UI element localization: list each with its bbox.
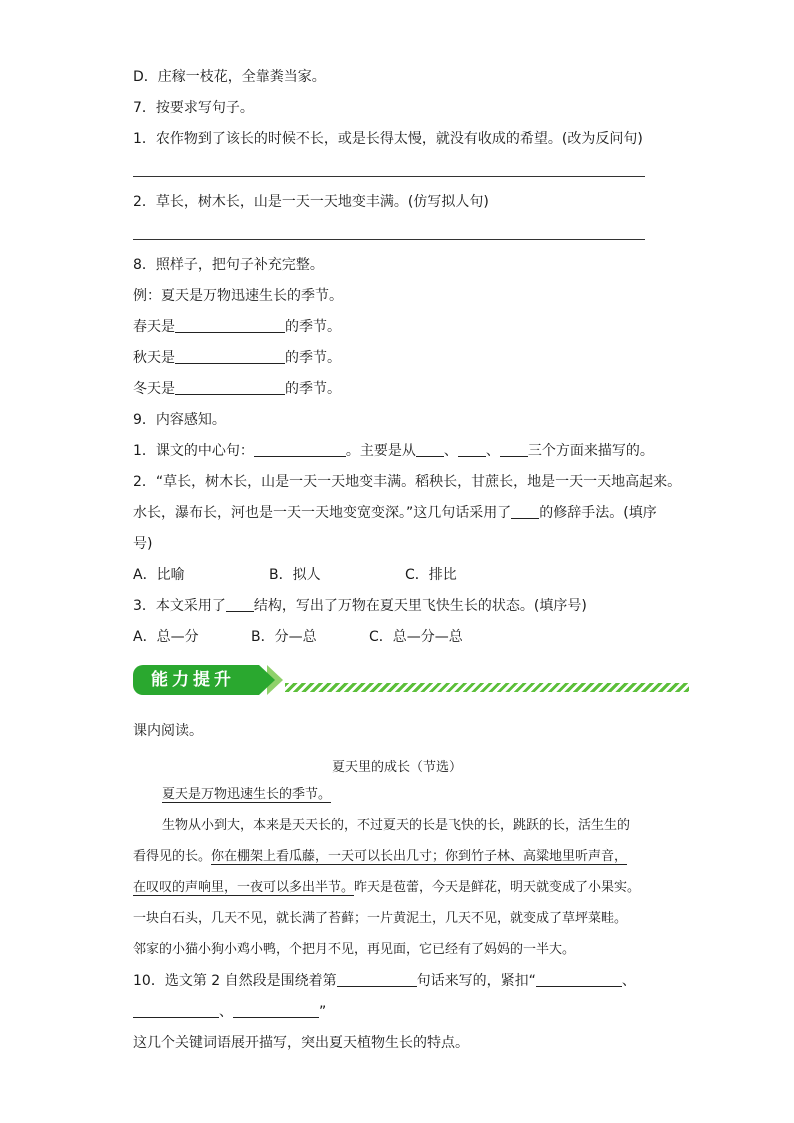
q10-blank-keyword-2[interactable] (133, 1003, 219, 1018)
q8-blank-spring[interactable] (175, 318, 285, 333)
q9-1-text: 1．课文的中心句： 。主要是从 、 、 三个方面来描写的。 (133, 443, 654, 459)
q9-3-option-b[interactable]: B．分—总 (251, 629, 317, 645)
q10-blank-keyword-1[interactable] (536, 972, 622, 987)
passage-title: 夏天里的成长（节选） (331, 760, 462, 775)
q9-2-text-line3: 号) (133, 536, 153, 552)
q7-1-text: 1．农作物到了该长的时候不长，或是长得太慢，就没有收成的希望。(改为反问句) (133, 131, 643, 147)
q9-3-text: 3．本文采用了 结构，写出了万物在夏天里飞快生长的状态。(填序号) (133, 598, 587, 614)
q7-heading: 7．按要求写句子。 (133, 100, 254, 116)
q6-option-d: D．庄稼一枝花，全靠粪当家。 (133, 69, 326, 85)
passage-p1: 夏天是万物迅速生长的季节。 (162, 787, 332, 802)
q9-3-options (133, 628, 463, 646)
q8-line-spring: 春天是 的季节。 (133, 319, 341, 335)
q9-3-option-c[interactable]: C．总—分—总 (369, 629, 463, 645)
q8-example: 例：夏天是万物迅速生长的季节。 (133, 288, 343, 304)
q10-blank-keyword-3[interactable] (233, 1003, 319, 1018)
q9-2-blank-rhetoric[interactable] (511, 504, 539, 519)
q9-2-text-line2: 水长，瀑布长，河也是一天一天地变宽变深。”这几句话采用了 的修辞手法。(填序 (133, 505, 657, 521)
q8-blank-autumn[interactable] (175, 349, 285, 364)
q9-1-blank-aspect-3[interactable] (500, 442, 528, 457)
q7-2-text: 2．草长，树木长，山是一天一天地变丰满。(仿写拟人句) (133, 194, 489, 210)
q10-text-line1: 10．选文第 2 自然段是围绕着第 句话来写的，紧扣“ 、 (133, 973, 636, 989)
q9-1-blank-aspect-1[interactable] (416, 442, 444, 457)
banner-arrow-dark (259, 665, 275, 695)
q10-text-line2: 、 ” (133, 1003, 326, 1021)
q8-line-winter: 冬天是 的季节。 (133, 381, 341, 397)
q9-3-option-a[interactable]: A．总—分 (133, 629, 199, 645)
passage-p2-line4: 一块白石头，几天不见，就长满了苔藓；一片黄泥土，几天不见，就变成了草坪菜畦。 (133, 911, 628, 926)
passage-p2-line2: 看得见的长。你在棚架上看瓜藤，一天可以长出几寸；你到竹子林、高粱地里听声音， (133, 849, 628, 864)
section-banner-label: 能力提升 (133, 665, 259, 695)
q9-2-option-a[interactable]: A．比喻 (133, 567, 185, 583)
passage-p2-line5: 邻家的小猫小狗小鸡小鸭，个把月不见，再见面，它已经有了妈妈的一半大。 (133, 942, 576, 957)
banner-stripes (285, 683, 689, 692)
q9-2-options (133, 566, 457, 584)
q9-1-blank-aspect-2[interactable] (458, 442, 486, 457)
q9-2-text-line1: 2．“草长，树木长，山是一天一天地变丰满。稻秧长，甘蔗长，地是一天一天地高起来。 (133, 474, 682, 490)
section-banner (133, 663, 689, 699)
q10-blank-sentence[interactable] (337, 972, 417, 987)
q9-2-option-b[interactable]: B．拟人 (269, 567, 321, 583)
q9-3-blank-structure[interactable] (226, 597, 254, 612)
q7-2-answer-line[interactable] (133, 239, 645, 240)
q9-heading: 9．内容感知。 (133, 412, 226, 428)
q8-line-autumn: 秋天是 的季节。 (133, 350, 341, 366)
q9-1-blank-central[interactable] (254, 442, 346, 457)
q7-1-answer-line[interactable] (133, 176, 645, 177)
passage-p2-line3: 在叹叹的声响里，一夜可以多出半节。昨天是苞蕾，今天是鲜花，明天就变成了小果实。 (133, 880, 641, 895)
q8-heading: 8．照样子，把句子补充完整。 (133, 257, 324, 273)
q10-text-line3: 这几个关键词语展开描写，突出夏天植物生长的特点。 (133, 1035, 469, 1051)
q8-blank-winter[interactable] (175, 380, 285, 395)
passage-p2-line1: 生物从小到大，本来是天天长的，不过夏天的长是飞快的长，跳跃的长，活生生的 (162, 818, 631, 833)
q9-2-option-c[interactable]: C．排比 (405, 567, 457, 583)
reading-intro: 课内阅读。 (133, 723, 203, 739)
